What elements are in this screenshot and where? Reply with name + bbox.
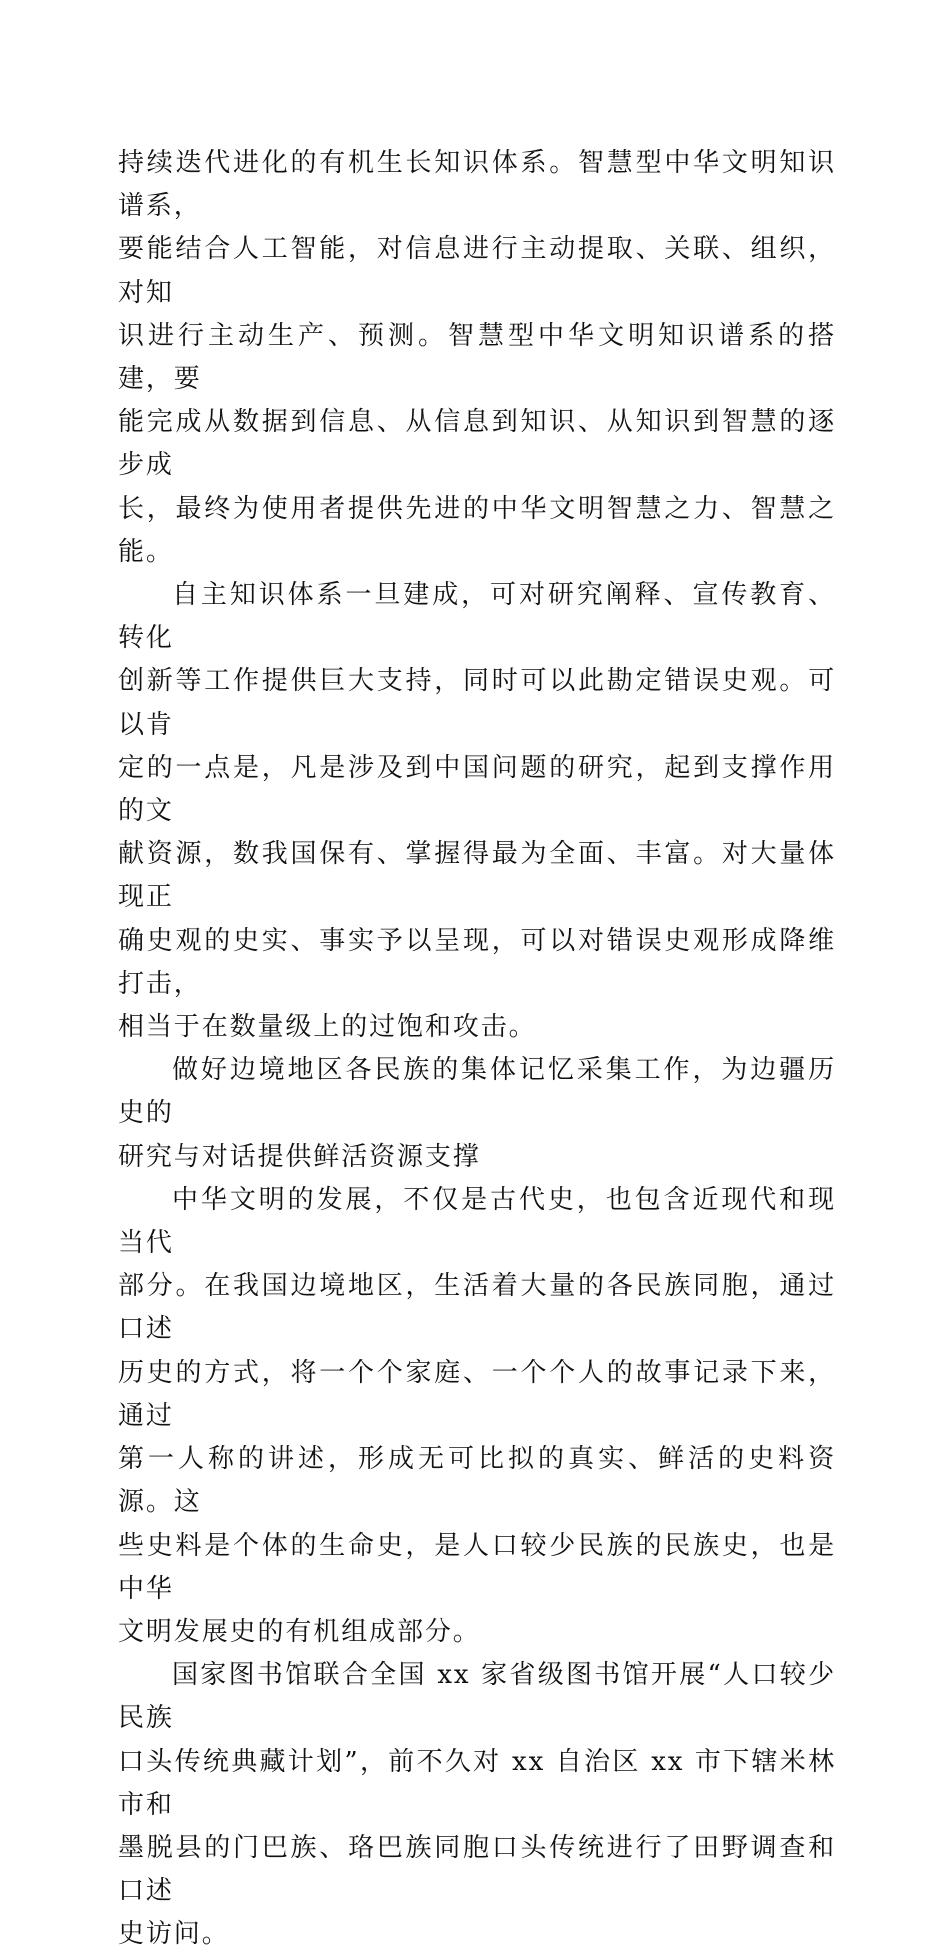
paragraph: 国家图书馆联合全国 xx 家省级图书馆开展“人口较少民族 口头传统典藏计划”，前不久对 xx 自治区 xx 市下辖米林市和 墨脱县的门巴族、珞巴族同胞口头传统进行了田野调查和口述 史访问。 (118, 1660, 836, 1950)
paragraph-continuation: 持续迭代进化的有机生长知识体系。智慧型中华文明知识谱系， 要能结合人工智能，对信息进行主动提取、关联、组织，对知 识进行主动生产、预测。智慧型中华文明知识谱系的搭建，要 能完成从数据到信息、从信息到知识、从知识到智慧的逐步成 长，最终为使用者提供先进的中华文明智慧之力、智慧之能。 (118, 148, 836, 567)
paragraph: 中华文明的发展，不仅是古代史，也包含近现代和现当代 部分。在我国边境地区，生活着大量的各民族同胞，通过口述 历史的方式，将一个个家庭、一个个人的故事记录下来，通过 第一人称的讲述，形成无可比拟的真实、鲜活的史料资源。这 些史料是个体的生命史，是人口较少民族的民族史，也是中华 文明发展史的有机组成部分。 (118, 1184, 836, 1647)
document-body (118, 142, 836, 1957)
paragraph: 自主知识体系一旦建成，可对研究阐释、宣传教育、转化 创新等工作提供巨大支持，同时可以此勘定错误史观。可以肯 定的一点是，凡是涉及到中国问题的研究，起到支撑作用的文 献资源，数我国保有、掌握得最为全面、丰富。对大量体现正 确史观的史实、事实予以呈现，可以对错误史观形成降维打击， 相当于在数量级上的过饱和攻击。 (118, 580, 836, 1043)
section-heading: 做好边境地区各民族的集体记忆采集工作，为边疆历史的 研究与对话提供鲜活资源支撑 (118, 1055, 836, 1172)
